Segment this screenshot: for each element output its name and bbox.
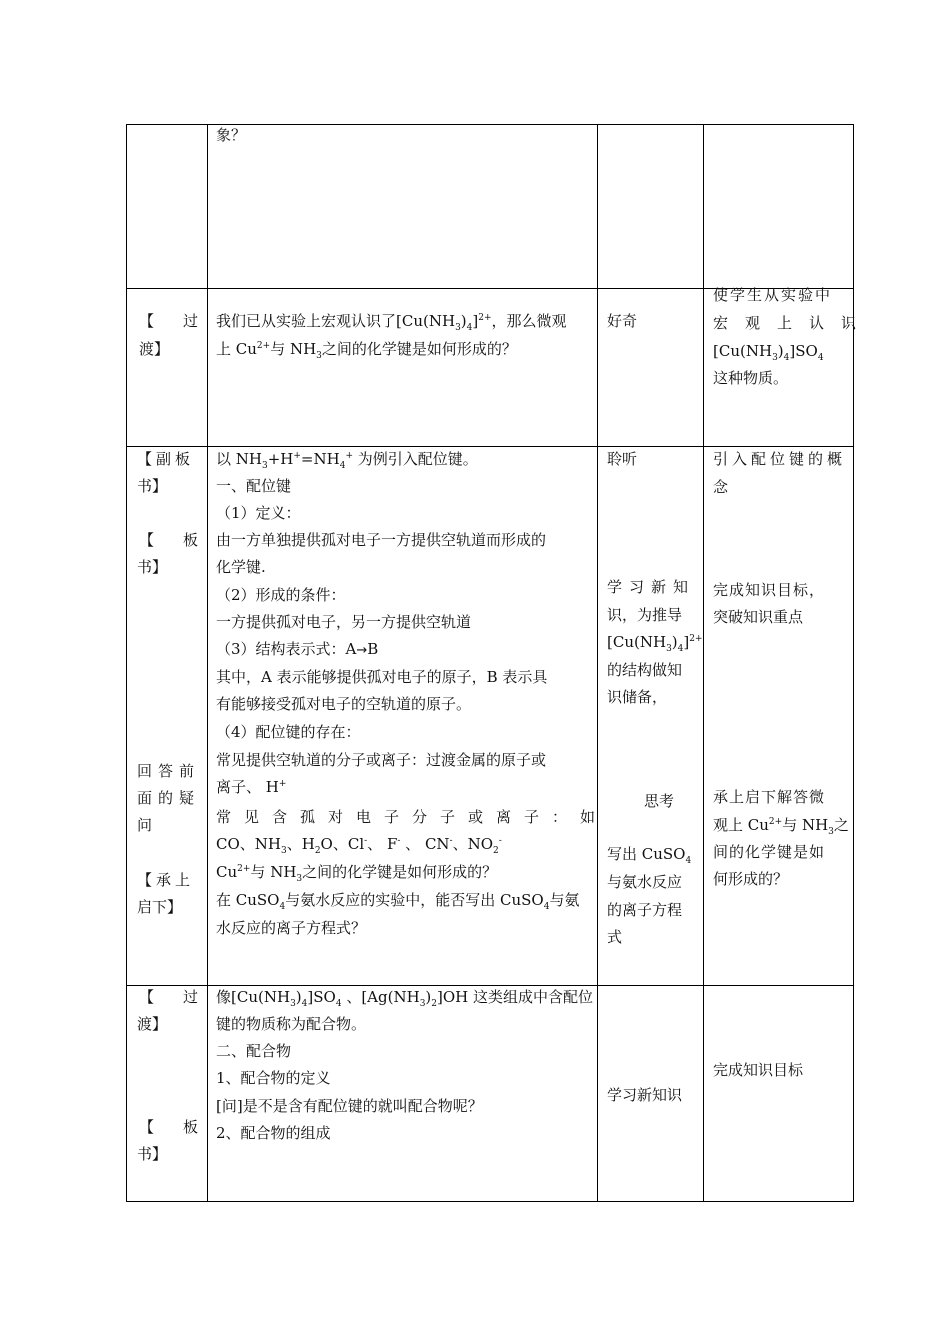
student-activity: 学习新知 [607,578,696,596]
content-line: 离子、 H+ [216,778,287,796]
section-heading: 二、配合物 [216,1042,292,1060]
content-line: （3）结构表示式：A→B [216,640,379,658]
content-line: 有能够接受孤对电子的空轨道的原子。 [216,695,472,713]
content-line: 像$[Cu(NH_3)_4]SO_4$ 、$[Ag(NH_3)_2]OH$ 这类组成中含配位 [216,988,594,1009]
stage-label: 问 [137,816,153,834]
stage-label: 板 [183,1118,199,1136]
stage-label: 回答前 [137,762,201,780]
intent-line: 突破知识重点 [713,608,804,626]
student-activity: 识储备， [607,688,668,706]
content-line: 化学键. [216,558,266,576]
row-divider [127,985,853,986]
intent-line: 完成知识目标， [713,581,826,599]
content-line: 其中，A 表示能够提供孤对电子的原子，B 表示具 [216,668,548,686]
intent-line: $[Cu(NH_3)_4]SO_4$ [713,342,824,363]
stage-label: 板 [183,531,199,549]
student-activity: $[Cu(NH_3)_4]^{2+}$ [607,633,703,654]
stage-label: 渡】 [137,1015,168,1033]
content-line: 上 $Cu^{2+}$与 $NH_3$之间的化学键是如何形成的？ [216,340,517,361]
content-line: 由一方单独提供孤对电子一方提供空轨道而形成的 [216,531,547,549]
content-line: （1）定义： [216,504,301,522]
lesson-plan-table [126,124,874,1202]
stage-bracket: 【 [139,312,155,330]
intent-line: 念 [713,478,729,496]
content-line: （2）形成的条件： [216,586,346,604]
intent-line: 完成知识目标 [713,1061,804,1079]
student-activity: 聆听 [607,450,638,468]
intent-line: 何形成的？ [713,870,789,888]
stage-label: 渡】 [139,340,170,358]
student-activity: 思考 [644,792,675,810]
section-heading: 一、配位键 [216,477,292,495]
stage-label: 面的疑 [137,789,201,807]
stage-bracket: 【 [139,1118,155,1136]
stage-label: 启下】 [137,898,183,916]
content-line: 水反应的离子方程式？ [216,919,367,937]
student-activity: 学习新知识 [607,1086,683,1104]
stage-label: 过 [183,312,199,330]
student-activity: 的离子方程 [607,901,683,919]
student-activity: 的结构做知 [607,661,683,679]
content-line: 一方提供孤对电子，另一方提供空轨道 [216,613,472,631]
stage-label: 【承上 [137,871,195,889]
content-line: （4）配位键的存在： [216,723,361,741]
content-line: 常见提供空轨道的分子或离子：过渡金属的原子或 [216,751,547,769]
intent-line: 这种物质。 [713,369,789,387]
intent-line: 引入配位键的概 [713,450,847,468]
content-line: $Cu^{2+}$与 $NH_3$之间的化学键是如何形成的？ [216,863,498,884]
content-line: 2、配合物的组成 [216,1124,331,1142]
content-text: 象？ [216,126,247,144]
content-line: 在 CuSO$_4$与氨水反应的实验中，能否写出 CuSO$_4$与氨 [216,891,580,912]
intent-line: 使学生从实验中 [713,286,833,304]
stage-label: 书】 [137,477,168,495]
student-activity: 识，为推导 [607,606,683,624]
content-line: 1、配合物的定义 [216,1069,331,1087]
column-divider [597,125,598,1201]
stage-label: 书】 [137,1145,168,1163]
intent-line: 宏观上认识 [713,314,874,332]
student-activity: 与氨水反应 [607,873,683,891]
content-line: 常见含孤对电子分子或离子：如 [216,808,609,826]
stage-bracket: 【 [139,531,155,549]
intent-line: 间的化学键是如 [713,843,826,861]
column-divider [207,125,208,1201]
content-line: [问]是不是含有配位键的就叫配合物呢？ [216,1097,483,1115]
content-line: 我们已从实验上宏观认识了$[Cu(NH_3)_4]^{2+}$，那么微观 [216,312,567,333]
row-divider [127,446,853,447]
intent-line: 承上启下解答微 [713,788,826,806]
student-activity: 式 [607,928,623,946]
intent-line: 观上 $Cu^{2+}$与 $NH_3$之 [713,816,849,837]
content-line: CO、$NH_3$、$H_2O$、Cl-、 F- 、 CN-、$NO_2^-$ [216,835,502,856]
coordination-arrow-icon: → [356,643,368,658]
column-divider [703,125,704,1201]
student-activity: 写出 CuSO$_4$ [607,845,692,866]
stage-label: 【副板 [137,450,195,468]
content-line: 键的物质称为配合物。 [216,1015,367,1033]
student-activity: 好奇 [607,312,638,330]
content-line: 以 $NH_3+H^+=NH_4^+$ 为例引入配位键。 [216,450,478,471]
stage-bracket: 【 [139,988,155,1006]
stage-label: 过 [183,988,199,1006]
stage-label: 书】 [137,558,168,576]
